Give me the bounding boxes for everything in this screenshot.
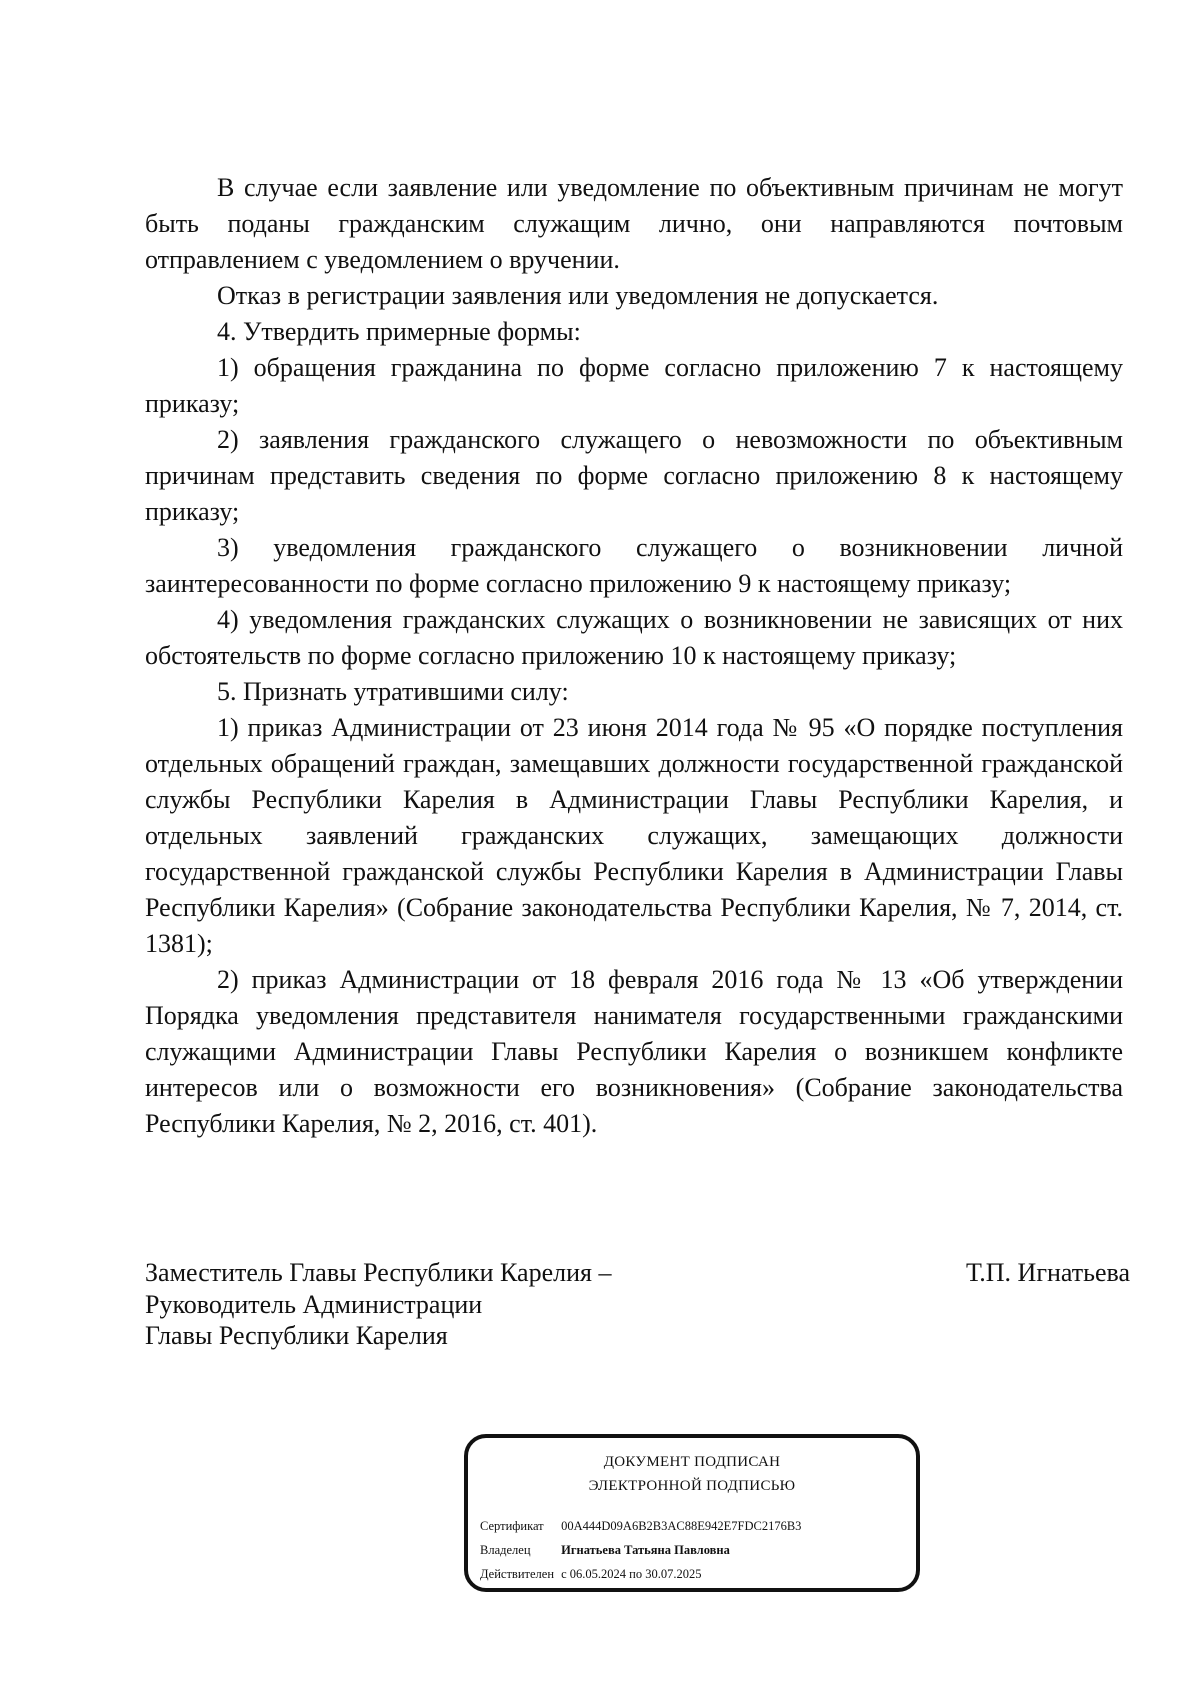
signer-position-line: Главы Республики Карелия [145,1321,448,1350]
paragraph: 2) приказ Администрации от 18 февраля 2016 года № 13 «Об утверждении Порядка уведомления представителя нанимателя государственными гражданскими служащими Администрации Главы Республики Карелия о возникшем конфликте интересов или о возможности его возникновения» (Собрание законодательства Республики Карелия, № 2, 2016, ст. 401). [145,965,1123,1138]
document-body [145,170,1123,1142]
electronic-signature-stamp [464,1434,920,1592]
stamp-certificate-value: 00A444D09A6B2B3AC88E942E7FDC2176B3 [561,1519,802,1533]
paragraph: 1) приказ Администрации от 23 июня 2014 года № 95 «О порядке поступления отдельных обращений граждан, замещавших должности государственной гражданской службы Республики Карелия в Администрации Главы Республики Карелия, и отдельных заявлений гражданских служащих, замещающих должности государственной гражданской службы Республики Карелия в Администрации Главы Республики Карелия» (Собрание законодательства Республики Карелия, № 7, 2014, ст. 1381); [145,713,1123,958]
stamp-owner-value: Игнатьева Татьяна Павловна [561,1543,730,1557]
stamp-title [468,1450,916,1498]
signature-block [145,1257,1130,1352]
stamp-certificate-label: Сертификат [480,1519,544,1533]
signer-name: Т.П. Игнатьева [965,1258,1130,1287]
paragraph: 4) уведомления гражданских служащих о возникновении не зависящих от них обстоятельств по форме согласно приложению 10 к настоящему приказу; [145,605,1123,670]
paragraph: 3) уведомления гражданского служащего о возникновении личной заинтересованности по форме согласно приложению 9 к настоящему приказу; [145,533,1123,598]
signer-position-line: Заместитель Главы Республики Карелия – [145,1258,612,1287]
stamp-owner-row [480,1542,730,1558]
signer-position-line: Руководитель Администрации [145,1289,483,1319]
paragraph: 1) обращения гражданина по форме согласно приложению 7 к настоящему приказу; [145,353,1123,418]
stamp-title-line: ЭЛЕКТРОННОЙ ПОДПИСЬЮ [588,1478,796,1494]
stamp-validity-value: с 06.05.2024 по 30.07.2025 [561,1567,702,1581]
paragraph: В случае если заявление или уведомление по объективным причинам не могут быть поданы гражданским служащим лично, они направляются почтовым отправлением с уведомлением о вручении. [145,173,1123,274]
stamp-owner-label: Владелец [480,1543,531,1557]
stamp-certificate-row [480,1518,801,1534]
stamp-validity-row [480,1566,702,1582]
stamp-validity-label: Действителен [480,1567,555,1581]
paragraph: 5. Признать утратившими силу: [217,677,569,706]
paragraph: 2) заявления гражданского служащего о невозможности по объективным причинам представить сведения по форме согласно приложению 8 к настоящему приказу; [145,425,1123,526]
paragraph: Отказ в регистрации заявления или уведомления не допускается. [217,281,939,310]
stamp-title-line: ДОКУМЕНТ ПОДПИСАН [603,1454,781,1470]
paragraph: 4. Утвердить примерные формы: [217,317,581,346]
